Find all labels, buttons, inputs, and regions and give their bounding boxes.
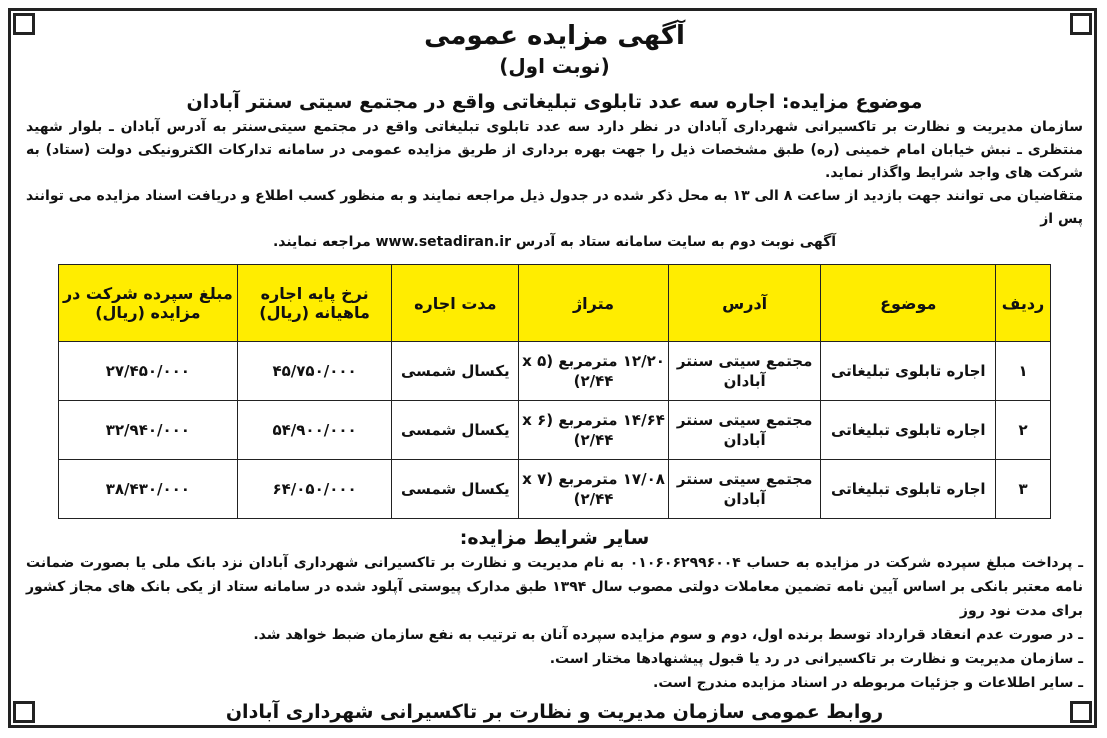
condition-item: ـ پرداخت مبلغ سپرده شرکت در مزایده به حساب ۰۱۰۶۰۶۲۹۹۶۰۰۴ به نام مدیریت و نظارت بر تاکسیرانی شهرداری آبادان نزد بانک ملی یا بصورت ضمانت نامه معتبر بانکی بر اساس آیین نامه تضمین معاملات دولتی مصوب سال ۱۳۹۴ طبق مدارک پیوستی آپلود شده در سامانه ستاد از یکی بانک های مجاز کشور برای مدت نود روز	[26, 555, 1084, 619]
setad-website-link[interactable]: www.setadiran.ir	[375, 234, 511, 250]
intro-text: مراجعه نمایند.	[272, 234, 371, 250]
cell-duration: یکسال شمسی	[392, 342, 519, 401]
condition-item: ـ در صورت عدم انعقاد قرارداد توسط برنده اول، دوم و سوم مزایده سپرده آنان به ترتیب به نفع سازمان ضبط خواهد شد.	[253, 627, 1083, 643]
cell-base-rent: ۶۴/۰۵۰/۰۰۰	[237, 460, 392, 519]
cell-deposit: ۳۸/۴۳۰/۰۰۰	[59, 460, 238, 519]
cell-subject: اجاره تابلوی تبلیغاتی	[821, 342, 996, 401]
cell-area: ۱۲/۲۰ مترمربع (۵ x ۲/۴۴)	[519, 342, 669, 401]
col-header-duration: مدت اجاره	[392, 265, 519, 342]
cell-area: ۱۷/۰۸ مترمربع (۷ x ۲/۴۴)	[519, 460, 669, 519]
condition-item: ـ سازمان مدیریت و نظارت بر تاکسیرانی در رد یا قبول پیشنهادها مختار است.	[549, 651, 1083, 667]
table-row	[59, 460, 1051, 519]
cell-address: مجتمع سیتی سنتر آبادان	[668, 401, 821, 460]
notice-content	[26, 20, 1083, 723]
intro-text: آگهی نوبت دوم به سایت سامانه ستاد به آدرس	[515, 234, 837, 250]
notice-subtitle: (نوبت اول)	[499, 54, 610, 78]
cell-subject: اجاره تابلوی تبلیغاتی	[821, 401, 996, 460]
cell-deposit: ۲۷/۴۵۰/۰۰۰	[59, 342, 238, 401]
auction-subject: موضوع مزایده: اجاره سه عدد تابلوی تبلیغاتی واقع در مجتمع سیتی سنتر آبادان	[186, 91, 923, 113]
cell-deposit: ۳۲/۹۴۰/۰۰۰	[59, 401, 238, 460]
condition-item: ـ سایر اطلاعات و جزئیات مربوطه در اسناد مزایده مندرج است.	[653, 675, 1083, 691]
table-row	[59, 342, 1051, 401]
col-header-row: ردیف	[996, 265, 1051, 342]
intro-paragraph	[26, 231, 1083, 254]
table-header-row	[59, 265, 1051, 342]
cell-row: ۱	[996, 342, 1051, 401]
col-header-address: آدرس	[668, 265, 821, 342]
cell-row: ۲	[996, 401, 1051, 460]
cell-duration: یکسال شمسی	[392, 401, 519, 460]
cell-address: مجتمع سیتی سنتر آبادان	[668, 342, 821, 401]
notice-title: آگهی مزایده عمومی	[424, 21, 685, 51]
conditions-title: سایر شرایط مزایده:	[459, 527, 650, 549]
public-relations-signature: روابط عمومی سازمان مدیریت و نظارت بر تاکسیرانی شهرداری آبادان	[225, 701, 884, 723]
cell-area: ۱۴/۶۴ مترمربع (۶ x ۲/۴۴)	[519, 401, 669, 460]
intro-paragraph: سازمان مدیریت و نظارت بر تاکسیرانی شهرداری آبادان در نظر دارد سه عدد تابلوی تبلیغاتی واقع در مجتمع سیتی‌سنتر به آدرس آبادان ـ بلوار شهید منتظری ـ نبش خیابان امام خمینی (ره) طبق مشخصات ذیل را جهت بهره برداری از طریق مزایده عمومی در سامانه تدارکات الکترونیکی دولت (ستاد) به شرکت های واجد شرایط واگذار نماید.	[26, 119, 1083, 181]
cell-base-rent: ۴۵/۷۵۰/۰۰۰	[237, 342, 392, 401]
col-header-base-rent: نرخ پایه اجاره ماهیانه (ریال)	[237, 265, 392, 342]
table-row	[59, 401, 1051, 460]
cell-base-rent: ۵۴/۹۰۰/۰۰۰	[237, 401, 392, 460]
cell-subject: اجاره تابلوی تبلیغاتی	[821, 460, 996, 519]
cell-row: ۳	[996, 460, 1051, 519]
cell-address: مجتمع سیتی سنتر آبادان	[668, 460, 821, 519]
cell-duration: یکسال شمسی	[392, 460, 519, 519]
col-header-deposit: مبلغ سپرده شرکت در مزایده (ریال)	[59, 265, 238, 342]
auction-items-table	[58, 264, 1051, 519]
intro-paragraph: متقاضیان می توانند جهت بازدید از ساعت ۸ الی ۱۳ به محل ذکر شده در جدول ذیل مراجعه نمایند و به منظور کسب اطلاع و دریافت اسناد مزایده می توانند پس از	[26, 188, 1084, 227]
col-header-area: متراژ	[519, 265, 669, 342]
col-header-subject: موضوع	[821, 265, 996, 342]
